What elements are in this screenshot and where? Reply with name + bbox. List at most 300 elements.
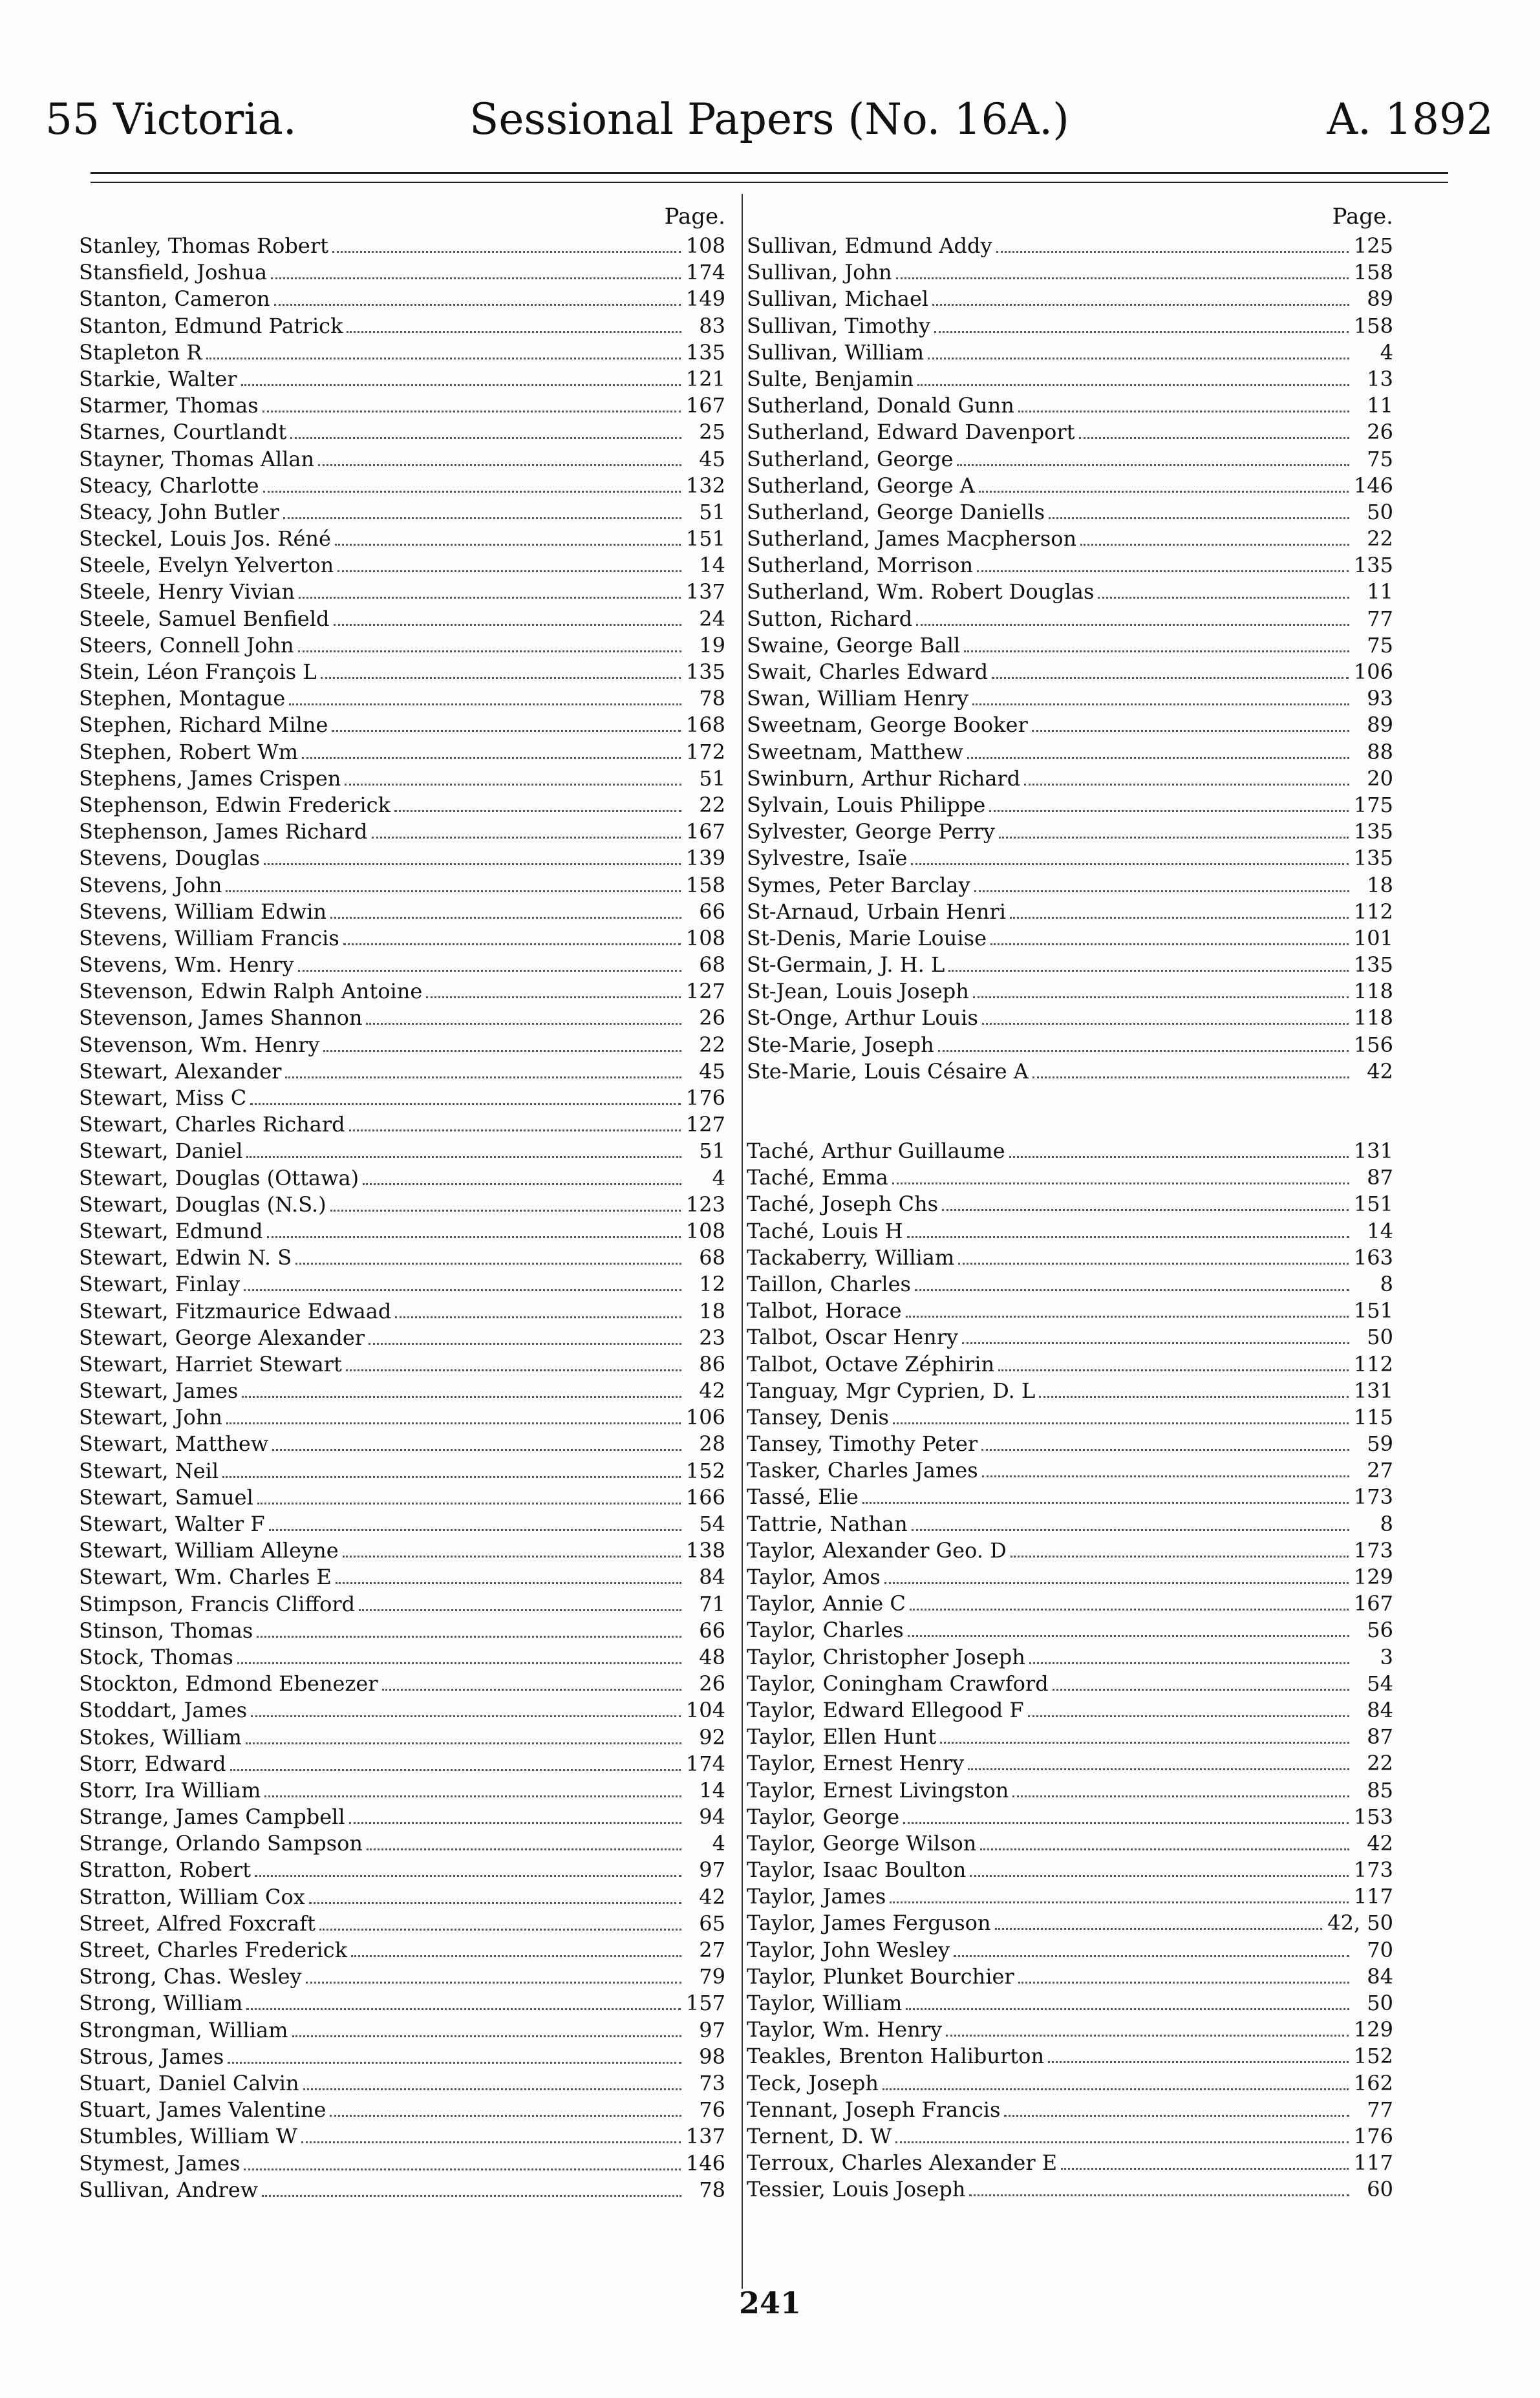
- entry-name: Stokes, William: [79, 1724, 242, 1750]
- header-title: Sessional Papers (No. 16A.): [469, 94, 1069, 144]
- index-entry: [79, 952, 725, 978]
- index-entry: [747, 1298, 1393, 1324]
- dot-leader: [964, 650, 1349, 652]
- entry-page: 4: [712, 1165, 725, 1190]
- dot-leader: [274, 304, 681, 306]
- index-entry: [79, 1111, 725, 1138]
- entry-page: 45: [699, 1058, 725, 1084]
- entry-name: Taylor, Charles: [747, 1618, 904, 1643]
- dot-leader: [1004, 2115, 1349, 2117]
- entry-name: Sulte, Benjamin: [747, 366, 914, 391]
- index-entry: [747, 1644, 1393, 1671]
- index-entry: [747, 1271, 1393, 1298]
- entry-name: Stewart, Walter F: [79, 1512, 265, 1536]
- dot-leader: [1011, 1556, 1349, 1558]
- dot-leader: [299, 597, 681, 599]
- entry-name: Stevens, Wm. Henry: [79, 952, 294, 978]
- dot-leader: [250, 1103, 681, 1105]
- entry-page: 146: [685, 2150, 725, 2176]
- dot-leader: [1049, 517, 1349, 519]
- entry-page: 51: [699, 765, 725, 791]
- entry-name: Tassé, Elie: [747, 1484, 859, 1510]
- entry-name: Stewart, John: [79, 1405, 222, 1430]
- dot-leader: [989, 810, 1349, 812]
- index-column-right: [747, 200, 1393, 2203]
- entry-name: Stewart, Finlay: [79, 1272, 241, 1297]
- index-entry: [79, 1245, 725, 1271]
- entry-page: 89: [1367, 286, 1393, 312]
- dot-leader: [969, 2194, 1349, 2196]
- entry-list: [79, 233, 725, 2203]
- entry-page: 152: [1353, 2044, 1393, 2069]
- entry-name: Taché, Joseph Chs: [747, 1192, 938, 1217]
- index-entry: [79, 685, 725, 712]
- dot-leader: [241, 384, 681, 386]
- dot-leader: [1012, 1795, 1349, 1797]
- index-entry: [79, 1990, 725, 2017]
- dot-leader: [957, 464, 1349, 466]
- entry-name: Sutherland, Wm. Robert Douglas: [747, 579, 1095, 605]
- entry-page: 77: [1367, 2097, 1393, 2122]
- entry-page: 89: [1367, 712, 1393, 738]
- dot-leader: [911, 863, 1349, 865]
- entry-page: 176: [1353, 2123, 1393, 2148]
- dot-leader: [892, 1183, 1349, 1184]
- entry-name: Sylvestre, Isaïe: [747, 846, 908, 871]
- dot-leader: [906, 2008, 1349, 2010]
- dot-leader: [970, 1875, 1349, 1877]
- entry-name: St-Jean, Louis Joseph: [747, 979, 969, 1004]
- entry-page: 152: [685, 1458, 725, 1483]
- entry-name: Sutherland, Donald Gunn: [747, 393, 1014, 418]
- index-entry: [79, 1911, 725, 1937]
- index-entry: [79, 2177, 725, 2203]
- index-entry: [79, 1298, 725, 1325]
- index-entry: [79, 1697, 725, 1724]
- entry-page: 174: [685, 1751, 725, 1776]
- entry-name: Taylor, Ellen Hunt: [747, 1724, 937, 1750]
- entry-page: 54: [699, 1512, 725, 1536]
- entry-page: 26: [699, 1671, 725, 1697]
- dot-leader: [298, 650, 681, 652]
- entry-page: 42: [699, 1884, 725, 1909]
- entry-name: Sutherland, George A: [747, 473, 975, 498]
- entry-name: Stewart, Edmund: [79, 1218, 263, 1243]
- index-entry: [747, 339, 1393, 366]
- entry-name: Swinburn, Arthur Richard: [747, 765, 1021, 791]
- index-entry: [79, 2097, 725, 2123]
- entry-name: Stewart, James: [79, 1378, 239, 1404]
- entry-page: 92: [699, 1724, 725, 1750]
- entry-page: 158: [1353, 313, 1393, 338]
- entry-name: Swan, William Henry: [747, 686, 969, 711]
- dot-leader: [262, 411, 681, 412]
- entry-page: 50: [1367, 499, 1393, 524]
- entry-page: 121: [685, 366, 725, 391]
- entry-name: Tennant, Joseph Francis: [747, 2097, 1001, 2122]
- entry-page: 83: [699, 313, 725, 338]
- entry-page: 25: [699, 420, 725, 445]
- dot-leader: [301, 2141, 681, 2143]
- entry-name: Strange, Orlando Sampson: [79, 1831, 363, 1856]
- entry-page: 153: [1353, 1804, 1393, 1829]
- index-entry: [747, 819, 1393, 845]
- entry-name: Tasker, Charles James: [747, 1458, 978, 1483]
- entry-name: Stewart, George Alexander: [79, 1325, 365, 1350]
- dot-leader: [330, 917, 681, 919]
- dot-leader: [974, 890, 1349, 892]
- dot-leader: [283, 517, 681, 519]
- dot-leader: [910, 1609, 1349, 1611]
- index-entry: [79, 765, 725, 792]
- entry-name: Storr, Edward: [79, 1751, 226, 1776]
- entry-name: Taillon, Charles: [747, 1271, 911, 1296]
- entry-page: 42, 50: [1327, 1911, 1393, 1936]
- entry-page: 149: [685, 286, 725, 312]
- index-entry: [747, 1937, 1393, 1964]
- entry-name: Stewart, Charles Richard: [79, 1112, 345, 1137]
- entry-name: Starkie, Walter: [79, 366, 237, 391]
- dot-leader: [903, 1822, 1349, 1824]
- index-entry: [79, 2017, 725, 2044]
- entry-page: 173: [1353, 1537, 1393, 1563]
- dot-leader: [999, 837, 1349, 839]
- entry-name: Stephens, James Crispen: [79, 765, 341, 791]
- entry-page: 172: [685, 739, 725, 764]
- entry-name: Stuart, James Valentine: [79, 2097, 326, 2123]
- dot-leader: [230, 1769, 681, 1771]
- index-entry: [747, 1218, 1393, 1245]
- entry-page: 127: [685, 979, 725, 1004]
- index-entry: [79, 473, 725, 499]
- entry-name: Taylor, Plunket Bourchier: [747, 1964, 1014, 1989]
- dot-leader: [1009, 1156, 1349, 1158]
- index-entry: [747, 1590, 1393, 1617]
- dot-leader: [334, 624, 681, 626]
- dot-leader: [244, 1289, 681, 1291]
- entry-page: 163: [1353, 1245, 1393, 1270]
- entry-page: 71: [699, 1591, 725, 1616]
- dot-leader: [1079, 437, 1349, 439]
- entry-page: 135: [1353, 846, 1393, 871]
- entry-name: Ste-Marie, Joseph: [747, 1032, 934, 1057]
- page-number: 241: [738, 2286, 802, 2320]
- dot-leader: [298, 970, 681, 972]
- entry-page: 135: [1353, 819, 1393, 844]
- entry-name: Stinson, Thomas: [79, 1618, 253, 1643]
- entry-name: Taylor, Isaac Boulton: [747, 1857, 967, 1883]
- entry-name: Stewart, Daniel: [79, 1139, 243, 1164]
- entry-name: Taché, Louis H: [747, 1218, 903, 1243]
- entry-page: 68: [699, 1245, 725, 1270]
- page-column-label: Page.: [664, 204, 725, 230]
- entry-page: 173: [1353, 1857, 1393, 1883]
- index-entry: [79, 1058, 725, 1085]
- entry-page: 4: [712, 1831, 725, 1856]
- entry-page: 125: [1353, 233, 1393, 258]
- entry-name: Sutherland, George: [747, 446, 954, 471]
- index-entry: [747, 978, 1393, 1005]
- entry-name: Steckel, Louis Jos. Réné: [79, 526, 331, 551]
- entry-name: Stuart, Daniel Calvin: [79, 2070, 299, 2095]
- entry-page: 167: [685, 819, 725, 844]
- entry-name: Taylor, Ernest Henry: [747, 1751, 965, 1776]
- entry-name: Stapleton R: [79, 339, 202, 365]
- dot-leader: [318, 464, 681, 466]
- dot-leader: [257, 1503, 681, 1504]
- index-entry: [747, 1564, 1393, 1590]
- entry-page: 18: [1367, 872, 1393, 897]
- entry-name: Stratton, William Cox: [79, 1884, 305, 1909]
- entry-name: Sullivan, Andrew: [79, 2177, 259, 2202]
- index-entry: [747, 2150, 1393, 2176]
- dot-leader: [1080, 544, 1349, 546]
- dot-leader: [336, 1582, 681, 1584]
- dot-leader: [896, 277, 1349, 279]
- entry-name: Terroux, Charles Alexander E: [747, 2150, 1058, 2176]
- entry-page: 26: [1367, 420, 1393, 445]
- dot-leader: [907, 1236, 1349, 1238]
- entry-page: 22: [699, 1032, 725, 1057]
- entry-page: 66: [699, 1618, 725, 1643]
- index-entry: [79, 2070, 725, 2097]
- entry-page: 176: [685, 1086, 725, 1110]
- entry-page: 118: [1353, 1005, 1393, 1031]
- page-column-label: Page.: [1332, 204, 1393, 230]
- dot-leader: [1029, 1662, 1349, 1664]
- index-entry: [747, 1777, 1393, 1804]
- entry-page: 84: [699, 1565, 725, 1590]
- index-entry: [79, 1671, 725, 1697]
- index-entry: [747, 473, 1393, 499]
- entry-page: 42: [699, 1378, 725, 1404]
- index-entry: [79, 872, 725, 899]
- dot-leader: [251, 1715, 681, 1717]
- entry-page: 50: [1367, 1991, 1393, 2015]
- index-entry: [79, 1618, 725, 1644]
- index-entry: [747, 2176, 1393, 2203]
- dot-leader: [382, 1689, 681, 1691]
- index-entry: [79, 978, 725, 1005]
- index-entry: [79, 845, 725, 872]
- entry-page: 168: [685, 712, 725, 738]
- index-entry: [79, 1192, 725, 1218]
- index-entry: [79, 419, 725, 445]
- index-entry: [747, 606, 1393, 632]
- dot-leader: [306, 1982, 681, 1984]
- entry-page: 3: [1380, 1644, 1393, 1669]
- index-entry: [747, 1964, 1393, 1990]
- index-entry: [79, 1591, 725, 1618]
- dot-leader: [242, 1396, 681, 1398]
- entry-page: 108: [685, 925, 725, 950]
- index-entry: [747, 499, 1393, 526]
- entry-name: Sweetnam, Matthew: [747, 739, 963, 764]
- entry-name: Stewart, Alexander: [79, 1058, 282, 1084]
- index-entry: [747, 1191, 1393, 1217]
- entry-name: Ternent, D. W: [747, 2123, 892, 2148]
- entry-page: 98: [699, 2044, 725, 2069]
- entry-page: 23: [699, 1325, 725, 1350]
- index-entry: [747, 739, 1393, 765]
- dot-leader: [967, 757, 1349, 759]
- dot-leader: [262, 2195, 681, 2197]
- entry-name: Stevens, John: [79, 872, 222, 897]
- entry-page: 11: [1367, 579, 1393, 605]
- entry-page: 12: [699, 1272, 725, 1297]
- entry-name: Sullivan, Michael: [747, 286, 929, 312]
- index-entry: [747, 1484, 1393, 1510]
- entry-name: Stoddart, James: [79, 1698, 248, 1723]
- entry-page: 14: [699, 553, 725, 578]
- index-entry: [747, 792, 1393, 819]
- index-entry: [747, 1883, 1393, 1910]
- entry-page: 156: [1353, 1032, 1393, 1057]
- index-entry: [79, 2150, 725, 2177]
- entry-page: 132: [685, 473, 725, 498]
- index-entry: [747, 659, 1393, 685]
- dot-leader: [367, 1848, 681, 1850]
- dot-leader: [882, 2088, 1349, 2090]
- entry-name: Taché, Arthur Guillaume: [747, 1139, 1005, 1163]
- dot-leader: [359, 1609, 681, 1611]
- entry-name: Stewart, Samuel: [79, 1484, 253, 1510]
- index-entry: [79, 1724, 725, 1751]
- entry-name: Taylor, Ernest Livingston: [747, 1777, 1009, 1803]
- entry-page: 77: [1367, 606, 1393, 631]
- index-entry: [747, 1511, 1393, 1537]
- entry-name: Tessier, Louis Joseph: [747, 2177, 966, 2202]
- entry-name: Sutherland, Edward Davenport: [747, 420, 1075, 445]
- index-entry: [79, 1564, 725, 1590]
- entry-page: 85: [1367, 1777, 1393, 1803]
- index-entry: [747, 259, 1393, 286]
- entry-page: 135: [1353, 553, 1393, 578]
- dot-leader: [228, 2062, 681, 2064]
- entry-name: Stimpson, Francis Clifford: [79, 1591, 356, 1616]
- dot-leader: [222, 1476, 681, 1478]
- entry-page: 97: [699, 1857, 725, 1883]
- entry-page: 157: [685, 1991, 725, 2016]
- entry-name: Teck, Joseph: [747, 2070, 879, 2095]
- dot-leader: [206, 358, 681, 359]
- dot-leader: [962, 1342, 1349, 1344]
- entry-page: 76: [699, 2097, 725, 2123]
- entry-name: Strongman, William: [79, 2017, 288, 2042]
- entry-name: Sylvester, George Perry: [747, 819, 995, 844]
- header-rule-bottom: [91, 182, 1448, 183]
- dot-leader: [257, 1636, 681, 1638]
- dot-leader: [349, 1822, 681, 1824]
- entry-name: Stephen, Montague: [79, 686, 286, 711]
- entry-page: 22: [1367, 526, 1393, 551]
- dot-leader: [981, 1449, 1349, 1451]
- entry-name: Sullivan, Timothy: [747, 313, 931, 338]
- dot-leader: [302, 757, 681, 759]
- dot-leader: [916, 624, 1349, 626]
- entry-name: Stewart, William Alleyne: [79, 1538, 339, 1563]
- index-entry: [747, 552, 1393, 579]
- dot-leader: [934, 331, 1349, 333]
- index-entry: [79, 606, 725, 632]
- dot-leader: [1018, 1982, 1349, 1984]
- dot-leader: [295, 1263, 681, 1265]
- index-entry: [747, 1164, 1393, 1191]
- index-entry: [747, 313, 1393, 339]
- index-entry: [79, 1458, 725, 1484]
- entry-name: Tansey, Denis: [747, 1404, 889, 1429]
- entry-page: 162: [1353, 2070, 1393, 2095]
- entry-name: Stephen, Richard Milne: [79, 712, 328, 738]
- index-entry: [747, 1857, 1393, 1883]
- dot-leader: [369, 1343, 681, 1345]
- entry-name: Sutherland, George Daniells: [747, 499, 1045, 524]
- index-entry: [79, 632, 725, 659]
- entry-page: 56: [1367, 1618, 1393, 1643]
- entry-name: Talbot, Oscar Henry: [747, 1325, 959, 1350]
- entry-page: 135: [1353, 952, 1393, 978]
- dot-leader: [1032, 730, 1349, 732]
- header-rule-top: [91, 172, 1448, 174]
- index-entry: [79, 1325, 725, 1351]
- index-entry: [79, 286, 725, 312]
- entry-page: 8: [1380, 1271, 1393, 1296]
- index-entry: [79, 366, 725, 392]
- index-entry: [79, 233, 725, 259]
- entry-name: Stephen, Robert Wm: [79, 739, 299, 764]
- dot-leader: [1028, 1715, 1349, 1717]
- entry-name: Taylor, William: [747, 1991, 903, 2015]
- entry-page: 115: [1353, 1404, 1393, 1429]
- dot-leader: [346, 1369, 681, 1371]
- index-column-left: [79, 200, 725, 2203]
- index-entry: [79, 1404, 725, 1431]
- entry-name: Stanton, Cameron: [79, 286, 270, 312]
- dot-leader: [884, 1582, 1349, 1584]
- entry-name: Strong, Chas. Wesley: [79, 1964, 302, 1989]
- running-header: [45, 84, 1493, 155]
- entry-name: Taylor, Amos: [747, 1565, 881, 1589]
- entry-name: St-Denis, Marie Louise: [747, 925, 987, 950]
- entry-page: 104: [685, 1698, 725, 1723]
- index-entry: [747, 2017, 1393, 2043]
- entry-name: Taylor, Alexander Geo. D: [747, 1537, 1007, 1563]
- index-entry: [747, 446, 1393, 473]
- dot-leader: [1048, 2061, 1349, 2063]
- entry-page: 158: [685, 872, 725, 897]
- dot-leader: [246, 1742, 681, 1744]
- entry-name: Talbot, Horace: [747, 1298, 902, 1323]
- index-entry: [79, 552, 725, 579]
- dot-leader: [226, 1422, 681, 1424]
- index-entry: [747, 1005, 1393, 1031]
- dot-leader: [330, 1210, 681, 1212]
- index-entry: [747, 1804, 1393, 1830]
- entry-page: 66: [699, 899, 725, 924]
- index-entry: [79, 712, 725, 738]
- entry-page: 19: [699, 632, 725, 658]
- index-entry: [79, 819, 725, 845]
- index-entry: [79, 1777, 725, 1804]
- entry-page: 112: [1353, 899, 1393, 924]
- entry-page: 8: [1380, 1511, 1393, 1536]
- dot-leader: [973, 996, 1349, 998]
- dot-leader: [264, 863, 681, 865]
- dot-leader: [351, 1955, 681, 1957]
- entry-page: 101: [1353, 925, 1393, 950]
- entry-page: 167: [685, 393, 725, 418]
- index-entry: [747, 286, 1393, 312]
